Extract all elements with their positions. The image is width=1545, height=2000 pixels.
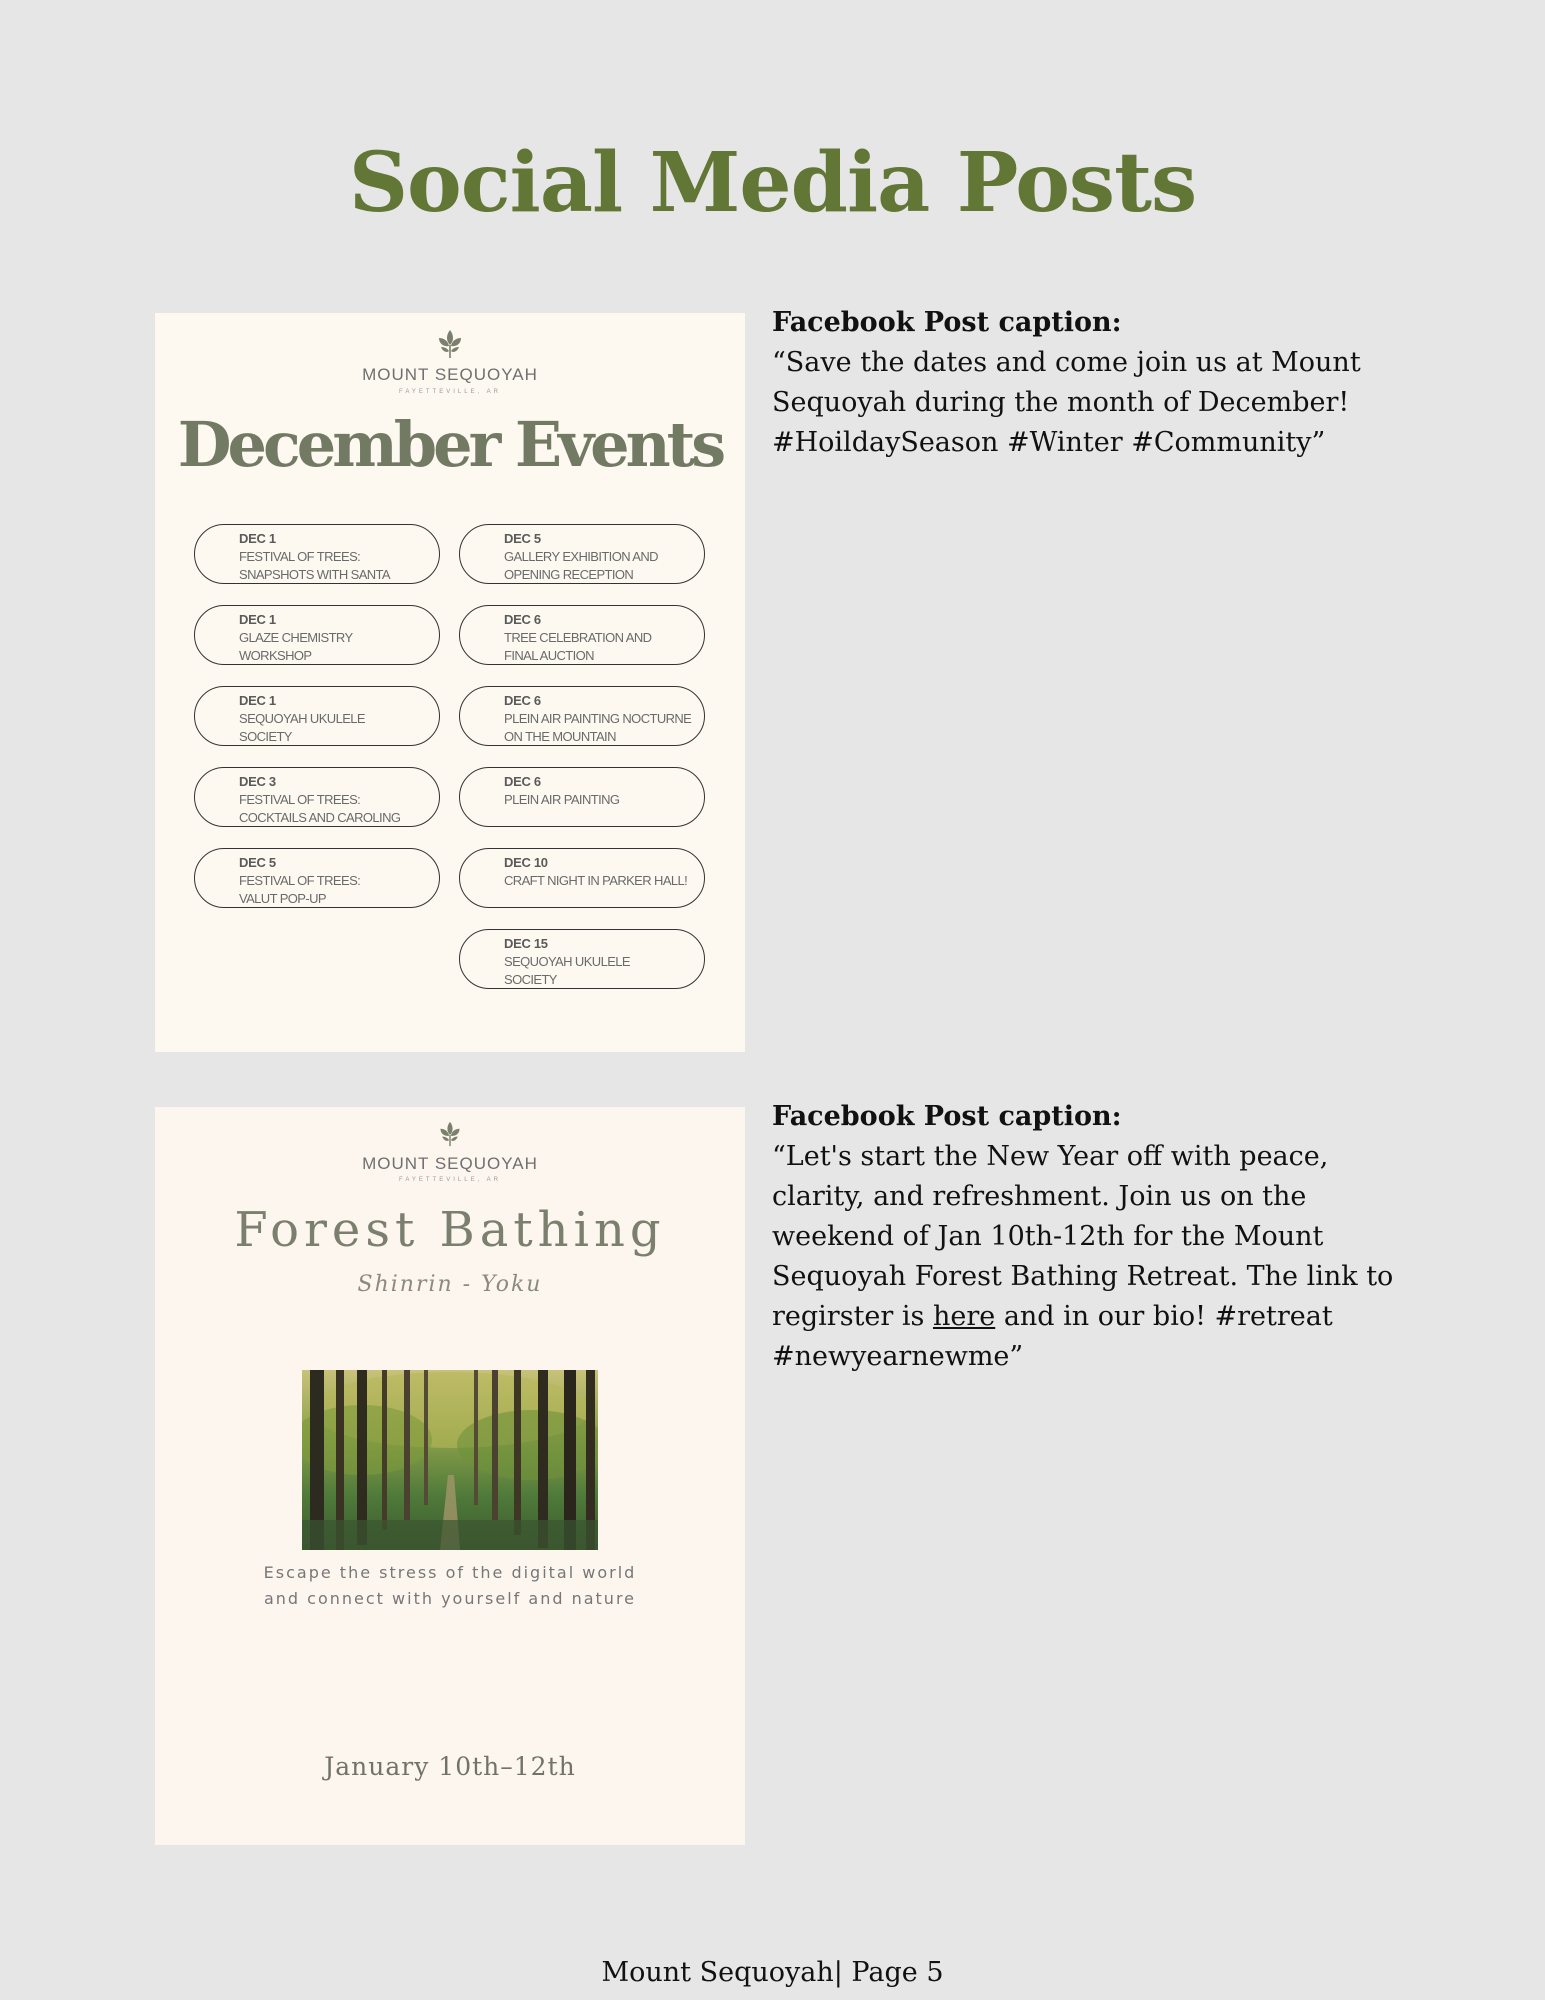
event-date: DEC 3 — [239, 774, 276, 789]
event-date: DEC 6 — [504, 693, 541, 708]
poster-title: December Events — [177, 408, 723, 481]
event-name: FESTIVAL OF TREES: VALUT POP-UP — [239, 873, 361, 906]
event-name: FESTIVAL OF TREES: COCKTAILS AND CAROLING — [239, 792, 401, 825]
event-date: DEC 15 — [504, 936, 548, 951]
caption-text: “Save the dates and come join us at Mount Sequoyah during the month of December! #HoildaySeason #Winter #Community” — [772, 347, 1361, 458]
event-pill — [194, 605, 440, 665]
event-date: DEC 1 — [239, 693, 276, 708]
leaf-icon — [435, 328, 465, 360]
event-date: DEC 1 — [239, 612, 276, 627]
poster-subtitle: Shinrin - Yoku — [357, 1272, 543, 1297]
caption-text-end: and in our bio! #retreat #newyearnewme” — [772, 1301, 1333, 1372]
page-footer: Mount Sequoyah| Page 5 — [601, 1957, 944, 1988]
registration-link[interactable]: here — [932, 1301, 996, 1332]
event-pill — [194, 848, 440, 908]
event-pill — [459, 848, 705, 908]
event-date: DEC 6 — [504, 774, 541, 789]
brand-name: MOUNT SEQUOYAH — [362, 365, 538, 384]
event-date: DEC 5 — [239, 855, 276, 870]
event-name: GALLERY EXHIBITION AND OPENING RECEPTION — [504, 549, 658, 582]
event-name: PLEIN AIR PAINTING — [504, 792, 620, 807]
event-pill — [459, 524, 705, 584]
event-name: TREE CELEBRATION AND FINAL AUCTION — [504, 630, 652, 663]
poster-title: Forest Bathing — [234, 1202, 666, 1258]
event-pill — [459, 605, 705, 665]
caption-block — [772, 1097, 1412, 1377]
event-name: SEQUOYAH UKULELE SOCIETY — [504, 954, 630, 987]
event-pill — [459, 767, 705, 827]
december-events-poster — [155, 313, 745, 1052]
page-title: Social Media Posts — [348, 135, 1197, 231]
caption-heading: Facebook Post caption: — [772, 307, 1122, 338]
forest-photo — [302, 1370, 598, 1550]
event-date: DEC 6 — [504, 612, 541, 627]
leaf-icon — [437, 1120, 463, 1148]
caption-text: “Let's start the New Year off with peace, clarity, and refreshment. Join us on the weekend of Jan 10th-12th for the Mount Sequoyah Forest Bathing Retreat. The link to regirster is — [772, 1141, 1394, 1332]
brand-location: FAYETTEVILLE, AR — [399, 1177, 501, 1183]
event-pill — [194, 767, 440, 827]
poster-date: January 10th–12th — [324, 1752, 576, 1781]
event-pill — [194, 524, 440, 584]
event-pill — [459, 929, 705, 989]
event-name: FESTIVAL OF TREES: SNAPSHOTS WITH SANTA — [239, 549, 390, 582]
event-name: SEQUOYAH UKULELE SOCIETY — [239, 711, 365, 744]
poster-description: Escape the stress of the digital world and connect with yourself and nature — [263, 1563, 637, 1608]
brand-location: FAYETTEVILLE, AR — [399, 389, 501, 395]
event-date: DEC 1 — [239, 531, 276, 546]
event-name: PLEIN AIR PAINTING NOCTURNE ON THE MOUNTAIN — [504, 711, 692, 744]
caption-heading: Facebook Post caption: — [772, 1101, 1122, 1132]
event-pill — [194, 686, 440, 746]
event-date: DEC 5 — [504, 531, 541, 546]
brand-name: MOUNT SEQUOYAH — [362, 1154, 538, 1173]
event-name: CRAFT NIGHT IN PARKER HALL! — [504, 873, 688, 888]
event-date: DEC 10 — [504, 855, 548, 870]
forest-bathing-poster — [155, 1107, 745, 1845]
event-pill — [459, 686, 705, 746]
caption-block — [772, 303, 1412, 463]
event-name: GLAZE CHEMISTRY WORKSHOP — [239, 630, 353, 663]
